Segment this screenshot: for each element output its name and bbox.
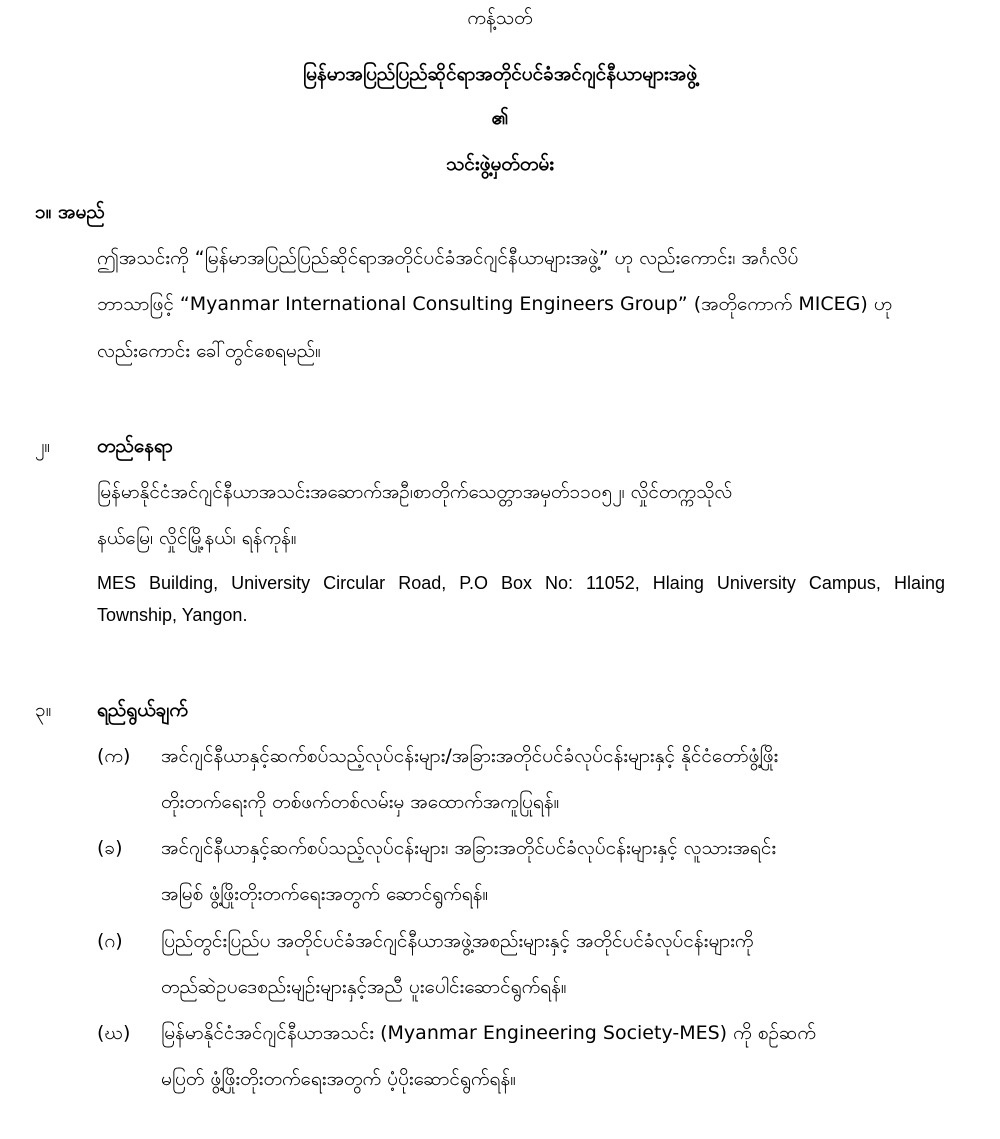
section3-heading: ရည်ရွယ်ချက် [97, 699, 188, 721]
section2-line-2: နယ်မြေ၊ လှိုင်မြို့နယ်၊ ရန်ကုန်။ [97, 527, 297, 549]
objective-ga-line-1: ပြည်တွင်းပြည်ပ အတိုင်ပင်ခံအင်ဂျင်နီယာအဖွဲ့အစည်းများနှင့် အတိုင်ပင်ခံလုပ်ငန်းများကို [161, 930, 754, 952]
section3-number: ၃။ [35, 699, 52, 721]
objective-gha-line-2: မပြတ် ဖွံ့ဖြိုးတိုးတက်ရေးအတွက် ပံ့ပိုးဆောင်ရွက်ရန်။ [161, 1068, 516, 1090]
objective-gha-line-1: မြန်မာနိုင်ငံအင်ဂျင်နီယာအသင်း (Myanmar Engineering Society-MES) ကို စဉ်ဆက် [161, 1022, 816, 1044]
organization-title: မြန်မာအပြည်ပြည်ဆိုင်ရာအတိုင်ပင်ခံအင်ဂျင်နီယာများအဖွဲ့ [302, 63, 698, 85]
section2-number: ၂။ [35, 435, 51, 457]
title-connector: ၏ [491, 107, 509, 129]
section1-line-3: လည်းကောင်း ခေါ်တွင်စေရမည်။ [97, 340, 321, 362]
objective-ka-line-1: အင်ဂျင်နီယာနှင့်ဆက်စပ်သည့်လုပ်ငန်းများ/အခြားအတိုင်ပင်ခံလုပ်ငန်းများနှင့် နိုင်ငံတော်ဖွံ့ဖြိုး [161, 745, 779, 767]
restricted-label: ကန့်သတ် [467, 7, 533, 29]
address-english-line-1: MES Building, University Circular Road, P.O Box No: 11052, Hlaing University Campus, Hlaing [97, 573, 945, 593]
section1-line-1: ဤအသင်းကို “မြန်မာအပြည်ပြည်ဆိုင်ရာအတိုင်ပင်ခံအင်ဂျင်နီယာများအဖွဲ့” ဟု လည်းကောင်း၊ အင်္ဂလိပ် [97, 247, 799, 269]
section1-line-2: ဘာသာဖြင့် “Myanmar International Consulting Engineers Group” (အတိုကောက် MICEG) ဟု [97, 293, 893, 315]
objective-label-kha: (ခ) [97, 837, 123, 859]
objective-label-gha: (ဃ) [97, 1022, 131, 1044]
section1-heading: ၁။ အမည် [35, 201, 105, 223]
section2-heading: တည်နေရာ [97, 435, 173, 457]
objective-ga-line-2: တည်ဆဲဥပဒေစည်းမျဉ်းများနှင့်အညီ ပူးပေါင်းဆောင်ရွက်ရန်။ [161, 976, 567, 998]
address-english-line-2: Township, Yangon. [97, 605, 248, 625]
objective-ka-line-2: တိုးတက်ရေးကို တစ်ဖက်တစ်လမ်းမှ အထောက်အကူပြုရန်။ [161, 791, 560, 813]
document-title: သင်းဖွဲ့မှတ်တမ်း [445, 153, 555, 175]
section2-line-1: မြန်မာနိုင်ငံအင်ဂျင်နီယာအသင်းအဆောက်အဦ၊စာတိုက်သေတ္တာအမှတ်၁၁၀၅၂၊ လှိုင်တက္ကသိုလ် [97, 481, 733, 503]
objective-kha-line-1: အင်ဂျင်နီယာနှင့်ဆက်စပ်သည့်လုပ်ငန်းများ၊ အခြားအတိုင်ပင်ခံလုပ်ငန်းများနှင့် လူသားအရင်း [161, 837, 777, 859]
objective-kha-line-2: အမြစ် ဖွံ့ဖြိုးတိုးတက်ရေးအတွက် ဆောင်ရွက်ရန်။ [161, 883, 489, 905]
objective-label-ka: (က) [97, 745, 131, 767]
objective-label-ga: (ဂ) [97, 930, 123, 952]
